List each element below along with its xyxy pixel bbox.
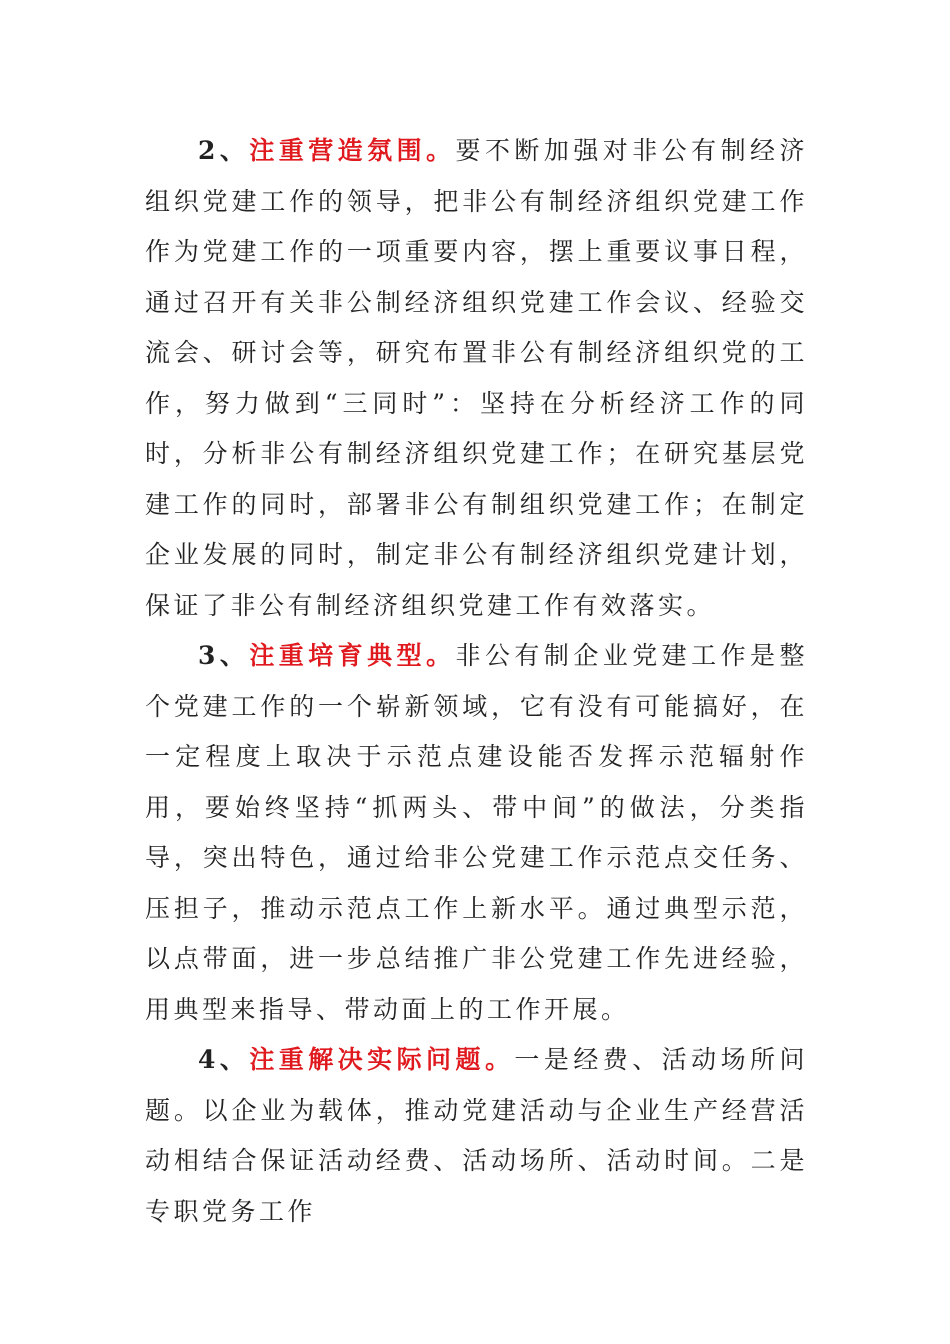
paragraph-number: 3、 xyxy=(198,641,250,670)
paragraph-heading: 注重营造氛围。 xyxy=(249,136,456,165)
paragraph-number: 4、 xyxy=(198,1045,250,1074)
paragraph-3 xyxy=(145,631,808,1035)
paragraph-2 xyxy=(145,126,808,631)
paragraph-heading: 注重解决实际问题。 xyxy=(249,1045,515,1074)
document-page xyxy=(145,126,808,1237)
paragraph-4 xyxy=(145,1035,808,1237)
paragraph-body: 一是经费、活动场所问题。以企业为载体，推动党建活动与企业生产经营活动相结合保证活动经费、活动场所、活动时间。二是专职党务工作 xyxy=(145,1045,808,1226)
paragraph-body: 非公有制企业党建工作是整个党建工作的一个崭新领域，它有没有可能搞好，在一定程度上取决于示范点建设能否发挥示范辐射作用，要始终坚持“抓两头、带中间”的做法，分类指导，突出特色，通过给非公党建工作示范点交任务、压担子，推动示范点工作上新水平。通过典型示范，以点带面，进一步总结推广非公党建工作先进经验，用典型来指导、带动面上的工作开展。 xyxy=(145,641,808,1024)
paragraph-body: 要不断加强对非公有制经济组织党建工作的领导，把非公有制经济组织党建工作作为党建工作的一项重要内容，摆上重要议事日程，通过召开有关非公制经济组织党建工作会议、经验交流会、研讨会等，研究布置非公有制经济组织党的工作，努力做到“三同时”：坚持在分析经济工作的同时，分析非公有制经济组织党建工作；在研究基层党建工作的同时，部署非公有制组织党建工作；在制定企业发展的同时，制定非公有制经济组织党建计划，保证了非公有制经济组织党建工作有效落实。 xyxy=(145,136,808,620)
paragraph-heading: 注重培育典型。 xyxy=(249,641,456,670)
paragraph-number: 2、 xyxy=(198,136,250,165)
